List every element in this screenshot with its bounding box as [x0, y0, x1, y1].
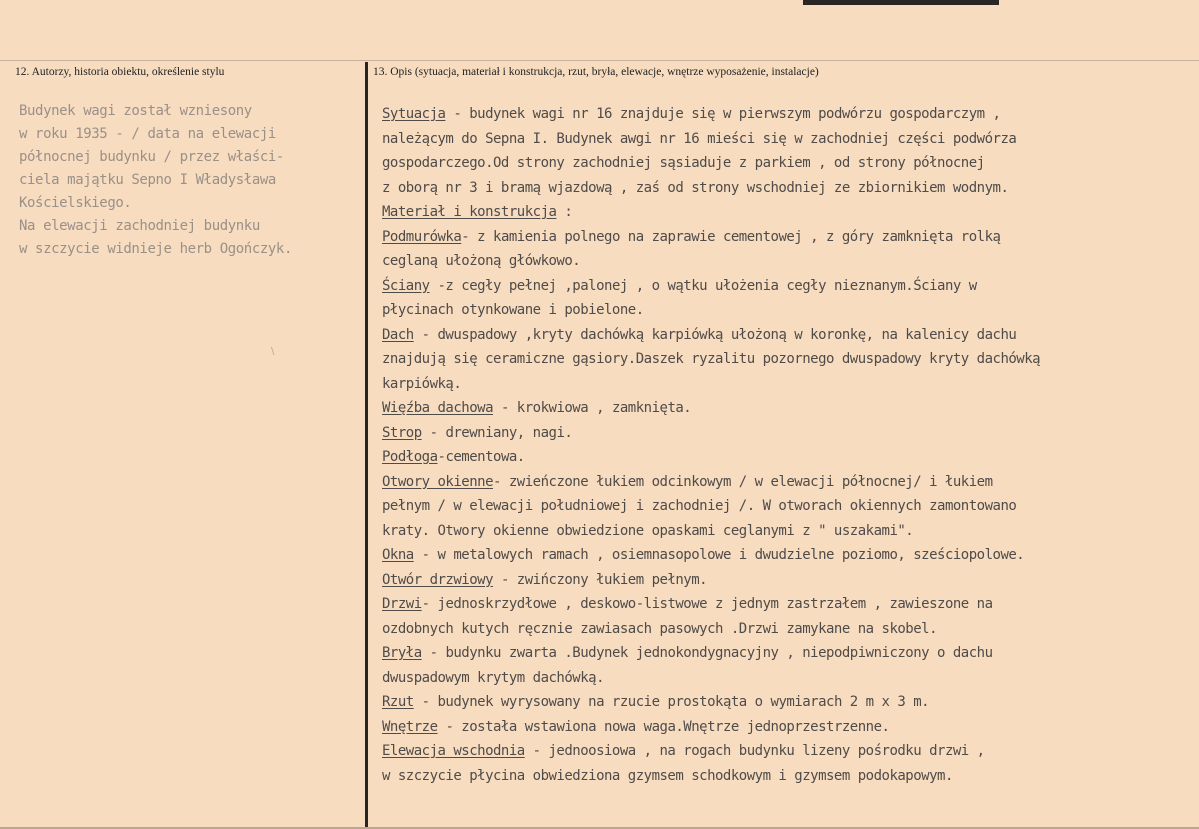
section-13-header: 13. Opis (sytuacja, materiał i konstrukcja, rzut, bryła, elewacje, wnętrze wyposażenie, instalacje) [373, 66, 819, 78]
description-text-span: gospodarczego.Od strony zachodniej sąsiaduje z parkiem , od strony północnej [382, 155, 985, 171]
description-line [382, 764, 1192, 789]
section-heading: Dach [382, 326, 414, 343]
history-line: Kościelskiego. [19, 195, 132, 211]
section-heading: Strop [382, 424, 422, 441]
description-line [382, 421, 1192, 446]
description-text-span: karpiówką. [382, 375, 462, 392]
section-heading: Drzwi [382, 596, 422, 612]
description-text-span: - została wstawiona nowa waga.Wnętrze jednoprzestrzenne. [437, 718, 890, 735]
description-line [382, 617, 1192, 642]
description-text-span: znajdują się ceramiczne gąsiory.Daszek ryzalitu pozornego dwuspadowy kryty dachówką [382, 351, 1041, 367]
header-rule [0, 60, 1199, 61]
description-line [382, 519, 1192, 544]
description-line [382, 347, 1192, 372]
description-line [382, 445, 1192, 470]
section-12-header: 12. Autorzy, historia obiektu, określenie stylu [15, 66, 225, 78]
history-text [19, 100, 359, 261]
description-text-span: - budynek wyrysowany na rzucie prostokąta o wymiarach 2 m x 3 m. [413, 694, 930, 710]
description-text-span: - zwieńczone łukiem odcinkowym / w elewacji północnej/ i łukiem [493, 473, 993, 490]
description-text-span: ceglaną ułożoną główkowo. [382, 253, 581, 269]
description-line [382, 641, 1192, 666]
description-text-span: należącym do Sepna I. Budynek awgi nr 16 mieści się w zachodniej części podwórza [382, 130, 1017, 147]
description-text [382, 102, 1192, 788]
description-text-span: z oborą nr 3 i bramą wjazdową , zaś od strony wschodniej ze zbiornikiem wodnym. [382, 179, 1009, 196]
description-text-span: płycinach otynkowane i pobielone. [382, 302, 644, 318]
history-line: w roku 1935 - / data na elewacji [19, 126, 276, 142]
description-line [382, 102, 1192, 127]
description-text-span: - z kamienia polnego na zaprawie cementowej , z góry zamknięta rolką [461, 228, 1001, 245]
section-heading: Rzut [382, 694, 414, 710]
description-line [382, 151, 1192, 176]
description-text-span: : [556, 204, 573, 220]
description-line [382, 323, 1192, 348]
description-text-span: -z cegły pełnej ,palonej , o wątku ułożenia cegły nieznanym.Ściany w [429, 277, 977, 294]
history-line: Na elewacji zachodniej budynku [19, 218, 260, 234]
description-text-span: - zwińczony łukiem pełnym. [493, 571, 708, 588]
description-line [382, 592, 1192, 617]
description-text-span: - budynek wagi nr 16 znajduje się w pierwszym podwórzu gospodarczym , [445, 106, 1001, 122]
description-text-span: - drewniany, nagi. [421, 424, 573, 441]
description-text-span: dwuspadowym krytym dachówką. [382, 669, 605, 686]
top-edge-bar [803, 0, 999, 5]
description-line [382, 470, 1192, 495]
description-text-span: - dwuspadowy ,kryty dachówką karpiówką ułożoną w koronkę, na kalenicy dachu [413, 326, 1017, 343]
history-line: północnej budynku / przez właści- [19, 149, 284, 165]
description-text-span: w szczycie płycina obwiedziona gzymsem schodkowym i gzymsem podokapowym. [382, 767, 953, 784]
section-heading: Wnętrze [382, 718, 438, 735]
description-text-span: - krokwiowa , zamknięta. [493, 400, 692, 416]
description-line [382, 225, 1192, 250]
history-line: ciela majątku Sepno I Władysława [19, 172, 276, 188]
description-line [382, 666, 1192, 691]
description-text-span: - w metalowych ramach , osiemnasopolowe i dwudzielne poziomo, sześciopolowe. [413, 547, 1025, 563]
description-line [382, 200, 1192, 225]
description-line [382, 494, 1192, 519]
description-line [382, 298, 1192, 323]
pencil-mark: \ [271, 346, 275, 357]
section-heading: Elewacja wschodnia [382, 743, 525, 759]
description-text-span: - budynku zwarta .Budynek jednokondygnacyjny , niepodpiwniczony o dachu [421, 645, 993, 661]
section-heading: Otwór drzwiowy [382, 571, 494, 588]
description-line [382, 568, 1192, 593]
description-text-span: kraty. Otwory okienne obwiedzione opaskami ceglanymi z " uszakami". [382, 522, 914, 539]
description-line [382, 176, 1192, 201]
section-heading: Ściany [382, 277, 430, 294]
section-heading: Okna [382, 547, 414, 563]
description-line [382, 715, 1192, 740]
description-line [382, 127, 1192, 152]
description-line [382, 249, 1192, 274]
description-line [382, 690, 1192, 715]
description-text-span: ozdobnych kutych ręcznie zawiasach pasowych .Drzwi zamykane na skobel. [382, 620, 938, 637]
description-line [382, 274, 1192, 299]
description-text-span: -cementowa. [437, 449, 525, 465]
description-text-span: - jednoosiowa , na rogach budynku lizeny pośrodku drzwi , [524, 743, 985, 759]
section-heading: Bryła [382, 645, 422, 661]
section-heading: Sytuacja [382, 106, 446, 122]
column-divider [365, 62, 368, 829]
description-line [382, 396, 1192, 421]
section-heading: Podłoga [382, 449, 438, 465]
section-heading: Otwory okienne [382, 473, 494, 490]
description-line [382, 739, 1192, 764]
description-line [382, 543, 1192, 568]
description-line [382, 372, 1192, 397]
section-heading: Podmurówka [382, 228, 462, 245]
history-line: w szczycie widnieje herb Ogończyk. [19, 241, 292, 257]
history-line: Budynek wagi został wzniesony [19, 103, 252, 119]
section-heading: Więźba dachowa [382, 400, 494, 416]
description-text-span: - jednoskrzydłowe , deskowo-listwowe z jednym zastrzałem , zawieszone na [421, 596, 993, 612]
section-heading: Materiał i konstrukcja [382, 204, 557, 220]
description-text-span: pełnym / w elewacji południowej i zachodniej /. W otworach okiennych zamontowano [382, 498, 1017, 514]
